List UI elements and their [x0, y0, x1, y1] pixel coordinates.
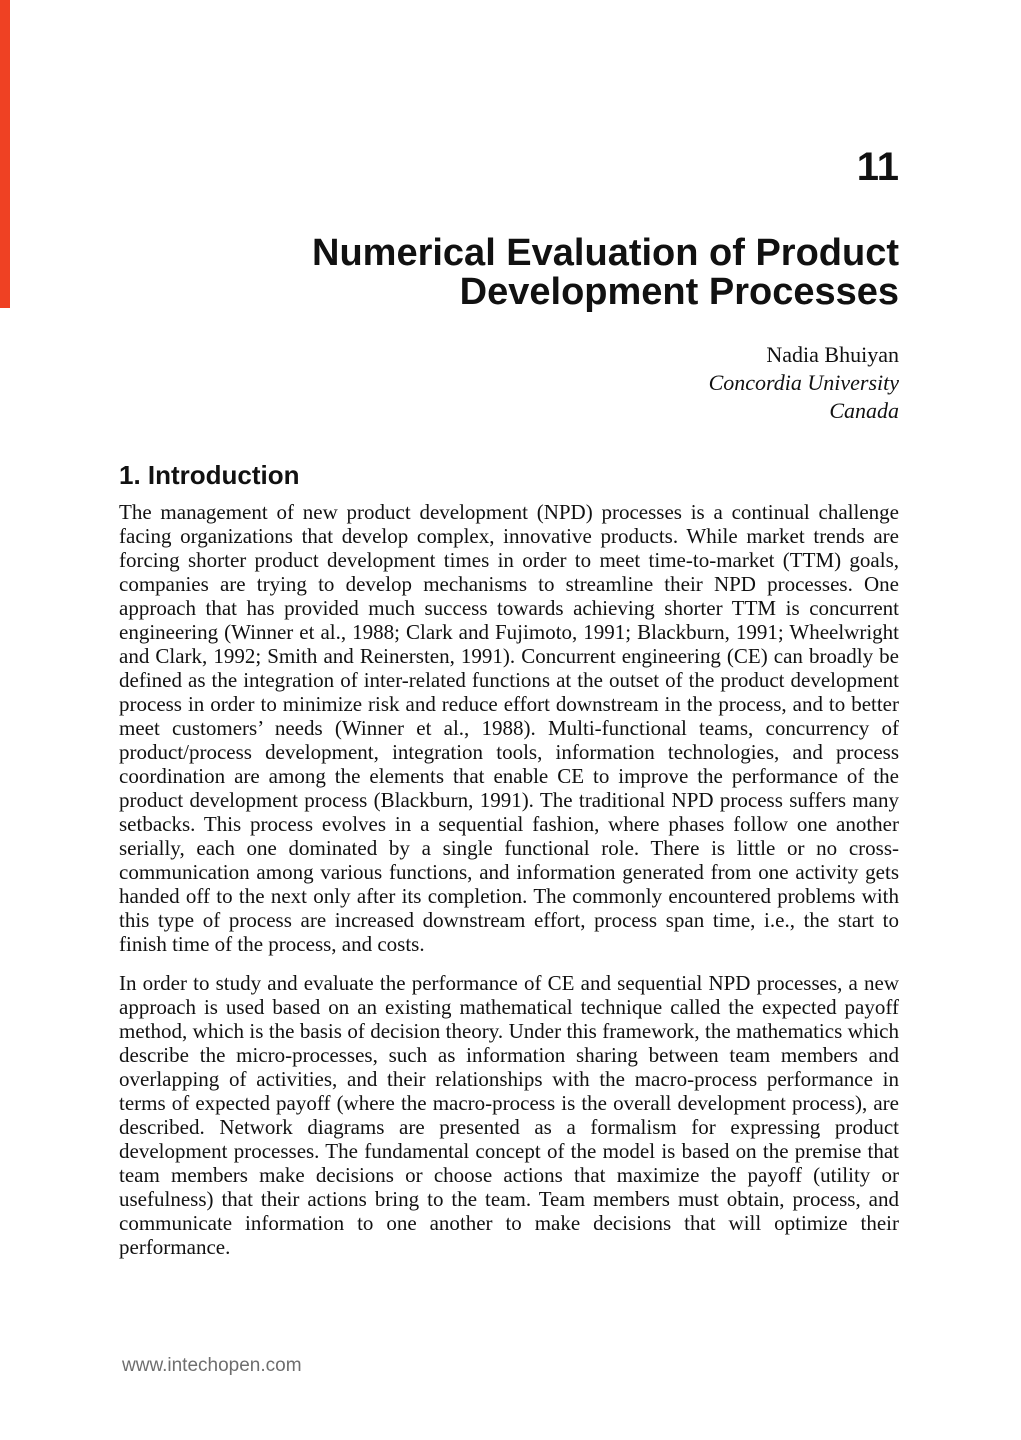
- chapter-title: [139, 234, 899, 312]
- chapter-title-line2: Development Processes: [459, 271, 899, 313]
- author-affiliation: Concordia University: [708, 370, 899, 395]
- section-body: [119, 500, 899, 1259]
- paragraph-2: In order to study and evaluate the performance of CE and sequential NPD processes, a new approach is used based on an existing mathematical technique called the expected payoff method, which is the basis of decision theory. Under this framework, the mathematics which describe the micro-processes, such as information sharing between team members and overlapping of activities, and their relationships with the macro-process performance in terms of expected payoff (where the macro-process is the overall development process), are described. Network diagrams are presented as a formalism for expressing product development processes. The fundamental concept of the model is based on the premise that team members make decisions or choose actions that maximize the payoff (utility or usefulness) that their actions bring to the team. Team members must obtain, process, and communicate information to one another to make decisions that will optimize their performance.: [119, 971, 899, 1259]
- author-name: Nadia Bhuiyan: [766, 342, 899, 367]
- chapter-number: 11: [856, 145, 899, 189]
- chapter-title-line1: Numerical Evaluation of Product: [312, 232, 899, 274]
- accent-stripe: [0, 0, 10, 308]
- author-country: Canada: [829, 398, 899, 423]
- footer-url-link[interactable]: www.intechopen.com: [122, 1355, 302, 1376]
- author-block: [399, 341, 899, 425]
- section-heading: 1. Introduction: [119, 460, 300, 490]
- paragraph-1: The management of new product development (NPD) processes is a continual challenge facing organizations that develop complex, innovative products. While market trends are forcing shorter product development times in order to meet time-to-market (TTM) goals, companies are trying to develop mechanisms to streamline their NPD processes. One approach that has provided much success towards achieving shorter TTM is concurrent engineering (Winner et al., 1988; Clark and Fujimoto, 1991; Blackburn, 1991; Wheelwright and Clark, 1992; Smith and Reinersten, 1991). Concurrent engineering (CE) can broadly be defined as the integration of inter-related functions at the outset of the product development process in order to minimize risk and reduce effort downstream in the process, and to better meet customers’ needs (Winner et al., 1988). Multi-functional teams, concurrency of product/process development, integration tools, information technologies, and process coordination are among the elements that enable CE to improve the performance of the product development process (Blackburn, 1991). The traditional NPD process suffers many setbacks. This process evolves in a sequential fashion, where phases follow one another serially, each one dominated by a single functional role. There is little or no cross-communication among various functions, and information generated from one activity gets handed off to the next only after its completion. The commonly encountered problems with this type of process are increased downstream effort, process span time, i.e., the start to finish time of the process, and costs.: [119, 500, 899, 956]
